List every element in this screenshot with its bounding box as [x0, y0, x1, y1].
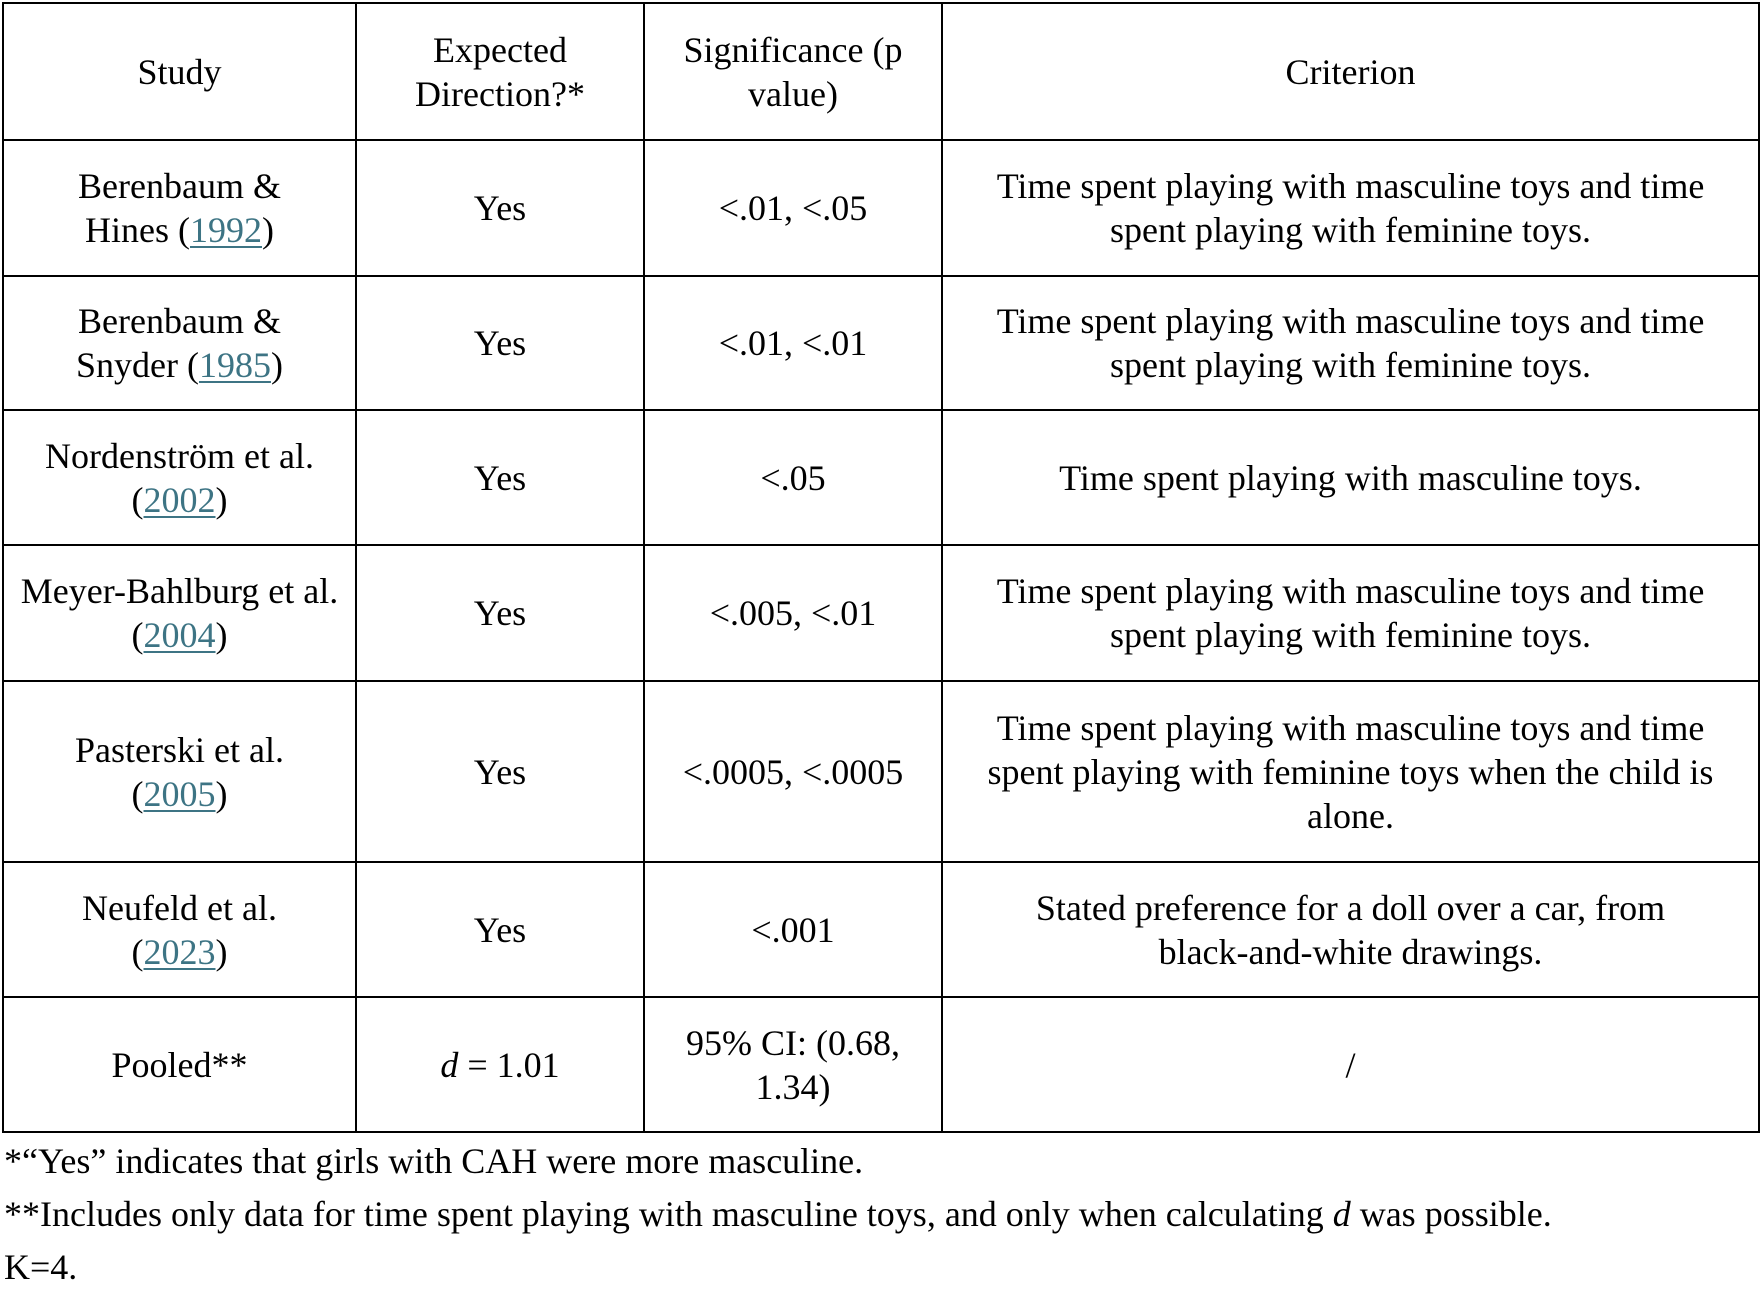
direction-cell: Yes: [356, 276, 644, 410]
study-cell: Berenbaum & Hines (1992): [3, 140, 356, 276]
study-cell: Berenbaum & Snyder (1985): [3, 276, 356, 410]
citation-link[interactable]: 1992: [189, 210, 262, 250]
results-table: [2, 2, 1760, 1133]
significance-cell: <.001: [644, 862, 942, 997]
table-row: [3, 681, 1759, 862]
criterion-cell: Time spent playing with masculine toys.: [942, 410, 1759, 545]
significance-cell: <.0005, <.0005: [644, 681, 942, 862]
significance-cell: <.05: [644, 410, 942, 545]
footnote-3: K=4.: [4, 1247, 78, 1287]
header-criterion: Criterion: [942, 3, 1759, 140]
study-cell: Pasterski et al. (2005): [3, 681, 356, 862]
header-study: Study: [3, 3, 356, 140]
direction-cell: Yes: [356, 862, 644, 997]
study-cell: Neufeld et al. (2023): [3, 862, 356, 997]
footnote-1: *“Yes” indicates that girls with CAH were more masculine.: [4, 1141, 864, 1181]
criterion-cell: Time spent playing with masculine toys and time spent playing with feminine toys when the child is alone.: [942, 681, 1759, 862]
header-expected-direction: Expected Direction?*: [356, 3, 644, 140]
table-row: [3, 410, 1759, 545]
study-cell: Meyer-Bahlburg et al. (2004): [3, 545, 356, 681]
header-significance: Significance (p value): [644, 3, 942, 140]
criterion-cell: Time spent playing with masculine toys and time spent playing with feminine toys.: [942, 140, 1759, 276]
pooled-criterion: /: [942, 997, 1759, 1132]
pooled-row: [3, 997, 1759, 1132]
criterion-cell: Stated preference for a doll over a car, from black-and-white drawings.: [942, 862, 1759, 997]
study-cell: Nordenström et al. (2002): [3, 410, 356, 545]
citation-link[interactable]: 2004: [143, 615, 216, 655]
table-row: [3, 140, 1759, 276]
table-footnotes: [4, 1135, 1552, 1294]
citation-link[interactable]: 2005: [143, 773, 216, 814]
citation-link[interactable]: 1985: [198, 345, 271, 385]
pooled-effect-size: d = 1.01: [356, 997, 644, 1132]
table-row: [3, 545, 1759, 681]
significance-cell: <.01, <.01: [644, 276, 942, 410]
direction-cell: Yes: [356, 681, 644, 862]
footnote-2: **Includes only data for time spent playing with masculine toys, and only when calculating d was possible.: [4, 1194, 1552, 1234]
table-row: [3, 862, 1759, 997]
pooled-label: Pooled**: [3, 997, 356, 1132]
criterion-cell: Time spent playing with masculine toys and time spent playing with feminine toys.: [942, 545, 1759, 681]
direction-cell: Yes: [356, 410, 644, 545]
header-row: [3, 3, 1759, 140]
pooled-confidence-interval: 95% CI: (0.68, 1.34): [644, 997, 942, 1132]
significance-cell: <.01, <.05: [644, 140, 942, 276]
direction-cell: Yes: [356, 140, 644, 276]
significance-cell: <.005, <.01: [644, 545, 942, 681]
citation-link[interactable]: 2002: [143, 479, 216, 520]
criterion-cell: Time spent playing with masculine toys and time spent playing with feminine toys.: [942, 276, 1759, 410]
table-row: [3, 276, 1759, 410]
citation-link[interactable]: 2023: [143, 931, 216, 972]
direction-cell: Yes: [356, 545, 644, 681]
